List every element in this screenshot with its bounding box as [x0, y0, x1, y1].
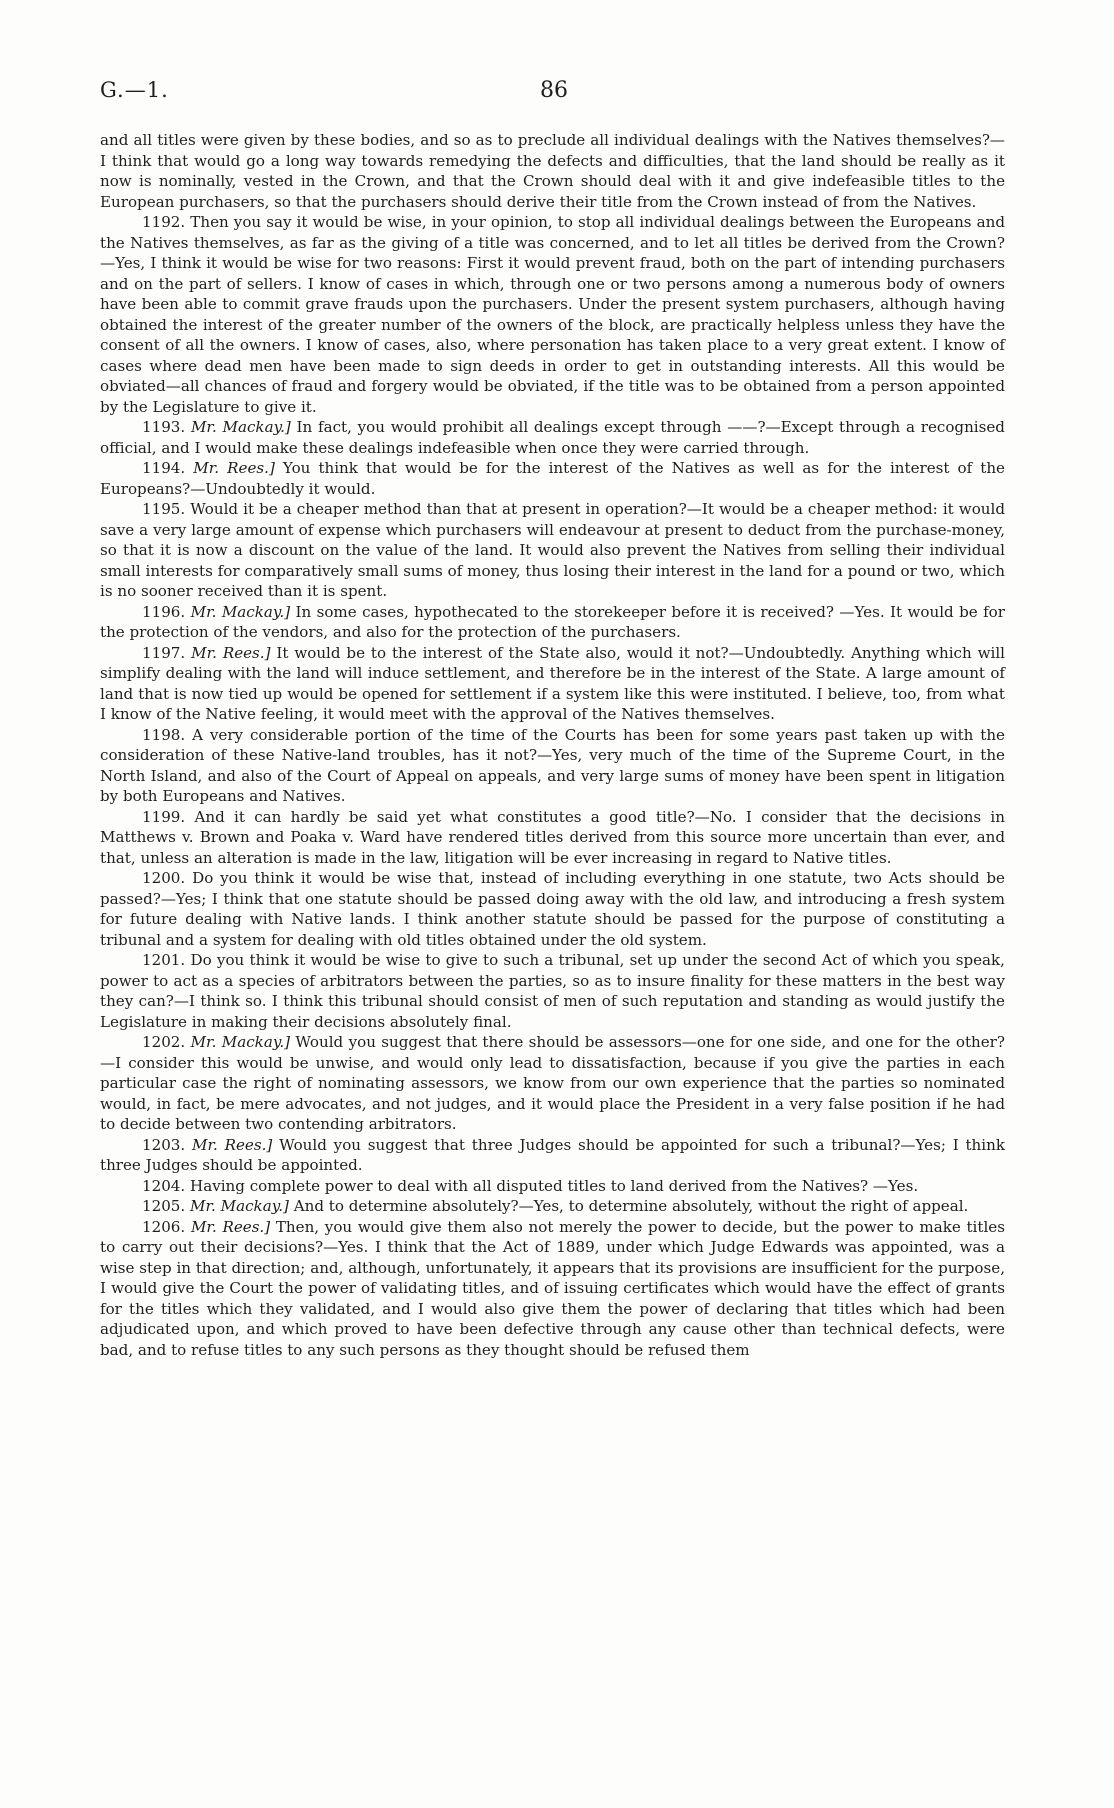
continuation-paragraph: and all titles were given by these bodies, and so as to preclude all individual dealings with the Natives themselves?—I think that would go a long way towards remedying the defects and difficulties, that the land should be really as it now is nominally, vested in the Crown, and that the Crown should deal with it and give indefeasible titles to the European purchasers, so that the purchasers should derive their title from the Crown instead of from the Natives. — [100, 131, 1005, 211]
question-text: In some cases, hypothecated to the storekeeper before it is received? —Yes. It would be for the protection of the vendors, and also for the protection of the purchasers. — [100, 602, 1005, 641]
question-paragraph — [100, 1135, 1005, 1176]
question-text: You think that would be for the interest of the Natives as well as for the interest of the Europeans?—Undoubtedly it would. — [100, 459, 1005, 498]
question-paragraph — [100, 417, 1005, 458]
question-text: And to determine absolutely?—Yes, to determine absolutely, without the right of appeal. — [293, 1197, 969, 1215]
question-text: In fact, you would prohibit all dealings except through ——?—Except through a recognised official, and I would make these dealings indefeasible when once they were carried through. — [100, 418, 1005, 457]
speaker-label: Mr. Rees.] — [193, 459, 275, 477]
speaker-label: Mr. Rees.] — [191, 643, 271, 662]
question-number: 1193. — [142, 418, 186, 436]
question-number: 1200. — [142, 869, 186, 887]
question-number: 1195. — [142, 500, 186, 518]
question-number: 1202. — [142, 1033, 186, 1051]
speaker-label: Mr. Mackay.] — [190, 1033, 291, 1051]
question-paragraph — [100, 725, 1005, 807]
question-paragraph — [100, 499, 1005, 602]
speaker-label: Mr. Mackay.] — [190, 418, 291, 436]
question-number: 1199. — [142, 807, 186, 826]
question-number: 1201. — [142, 951, 186, 969]
question-paragraph — [100, 458, 1005, 499]
question-text: Do you think it would be wise to give to such a tribunal, set up under the second Act of which you speak, power to act as a species of arbitrators between the parties, so as to insure finality for these matters in the best way they can?—I think so. I think this tribunal should consist of men of such reputation and standing as would justify the Legislature in making their decisions absolutely final. — [100, 951, 1005, 1031]
question-paragraph — [100, 1176, 1005, 1197]
question-number: 1205. — [142, 1197, 186, 1215]
question-text: And it can hardly be said yet what constitutes a good title?—No. I consider that the decisions in Matthews v. Brown and Poaka v. Ward have rendered titles derived from this source more uncertain than ever, and that, unless an alteration is made in the law, litigation will be ever increasing in regard to Native titles. — [100, 807, 1005, 867]
question-text: Then you say it would be wise, in your opinion, to stop all individual dealings between the Europeans and the Natives themselves, as far as the giving of a title was concerned, and to let all titles be derived from the Crown?—Yes, I think it would be wise for two reasons: First it would prevent fraud, both on the part of intending purchasers and on the part of sellers. I know of cases in which, through one or two persons among a numerous body of owners have been able to commit grave frauds upon the purchasers. Under the present system purchasers, although having obtained the interest of the greater number of the owners of the block, are practically helpless unless they have the consent of all the owners. I know of cases, also, where personation has taken place to a very great extent. I know of cases where dead men have been made to sign deeds in order to get in outstanding interests. All this would be obviated—all chances of fraud and forgery would be obviated, if the title was to be obtained from a person appointed by the Legislature to give it. — [100, 213, 1005, 416]
question-text: Then, you would give them also not merely the power to decide, but the power to make titles to carry out their decisions?—Yes. I think that the Act of 1889, under which Judge Edwards was appointed, was a wise step in that direction; and, although, unfortunately, it appears that its provisions are insufficient for the purpose, I would give the Court the power of validating titles, and of issuing certificates which would have the effect of grants for the titles which they validated, and I would also give them the power of declaring that titles which had been adjudicated upon, and which proved to have been defective through any cause other than technical defects, were bad, and to refuse titles to any such persons as they thought should be refused them — [100, 1217, 1005, 1359]
question-paragraph — [100, 602, 1005, 643]
question-number: 1204. — [142, 1176, 186, 1195]
question-number: 1194. — [142, 459, 186, 477]
question-text: Would you suggest that there should be assessors—one for one side, and one for the other?—I consider this would be unwise, and would only lead to dissatisfaction, because if you give the parties in each particular case the right of nominating assessors, we know from our own experience that the parties so nominated would, in fact, be mere advocates, and not judges, and it would place the President in a very false position if he had to decide between two contending arbitrators. — [100, 1033, 1005, 1133]
question-text: Would it be a cheaper method than that at present in operation?—It would be a cheaper method: it would save a very large amount of expense which purchasers will endeavour at present to deduct from the purchase-money, so that it is now a discount on the value of the land. It would also prevent the Natives from selling their individual small interests for comparatively small sums of money, thus losing their interest in the land for a pound or two, which is no sooner received than it is spent. — [100, 500, 1005, 600]
speaker-label: Mr. Rees.] — [190, 1217, 271, 1236]
page-number: 86 — [540, 78, 568, 103]
question-number: 1206. — [142, 1217, 186, 1236]
question-text: A very considerable portion of the time of the Courts has been for some years past taken up with the consideration of these Native-land troubles, has it not?—Yes, very much of the time of the Supreme Court, in the North Island, and also of the Court of Appeal on appeals, and very large sums of money have been spent in litigation by both Europeans and Natives. — [100, 725, 1005, 805]
evidence-text — [100, 130, 1005, 1360]
question-paragraph — [100, 807, 1005, 869]
speaker-label: Mr. Mackay.] — [190, 1197, 289, 1215]
page-header — [100, 78, 1005, 108]
question-paragraph — [100, 1217, 1005, 1361]
question-number: 1197. — [142, 643, 186, 662]
question-text: It would be to the interest of the State also, would it not?—Undoubtedly. Anything which will simplify dealing with the land will induce settlement, and therefore be in the interest of the State. A large amount of land that is now tied up would be opened for settlement if a system like this were instituted. I believe, too, from what I know of the Native feeling, it would meet with the approval of the Natives themselves. — [100, 643, 1005, 723]
question-text: Do you think it would be wise that, instead of including everything in one statute, two Acts should be passed?—Yes; I think that one statute should be passed doing away with the old law, and introducing a fresh system for future dealing with Native lands. I think another statute should be passed for the purpose of constituting a tribunal and a system for dealing with old titles obtained under the old system. — [100, 869, 1005, 949]
question-paragraph — [100, 643, 1005, 725]
document-reference: G.—1. — [100, 78, 169, 102]
speaker-label: Mr. Rees.] — [192, 1135, 273, 1154]
question-paragraph — [100, 212, 1005, 417]
question-number: 1192. — [142, 213, 186, 231]
question-number: 1196. — [142, 602, 186, 621]
question-number: 1203. — [142, 1135, 186, 1154]
speaker-label: Mr. Mackay.] — [190, 602, 291, 621]
question-paragraph — [100, 950, 1005, 1032]
question-paragraph — [100, 1032, 1005, 1135]
question-paragraph — [100, 868, 1005, 950]
question-number: 1198. — [142, 725, 186, 744]
question-paragraph — [100, 1196, 1005, 1217]
question-text: Having complete power to deal with all disputed titles to land derived from the Natives? —Yes. — [190, 1176, 919, 1195]
question-text: Would you suggest that three Judges should be appointed for such a tribunal?—Yes; I think three Judges should be appointed. — [100, 1135, 1005, 1174]
